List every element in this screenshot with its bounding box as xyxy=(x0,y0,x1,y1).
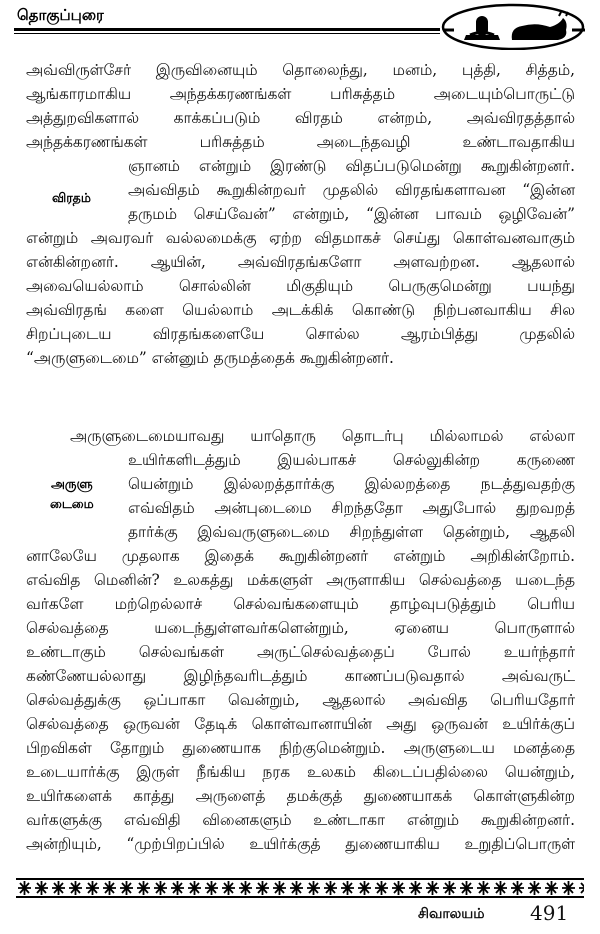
text-line: னாலேயே முதலாக இதைக் கூறுகின்றனர் என்றும் அறிகின்றோம். xyxy=(26,547,575,565)
text-line: என்றும் அவரவர் வல்லமைக்கு ஏற்ற விதமாகச் செய்து கொள்வனவாகும் xyxy=(26,229,575,247)
text-line: தருமம் செய்வேன்” என்றும், “இன்ன பாவம் ஒழிவேன்” xyxy=(128,205,575,223)
footer-brand: சிவாலயம் xyxy=(418,906,485,922)
text-line: அவ்விருள்சேர் இருவினையும் தொலைந்து, மனம், புத்தி, சித்தம், xyxy=(26,61,575,79)
text-line: ஆங்காரமாகிய அந்தக்கரணங்கள் பரிசுத்தம் அடையும்பொருட்டு xyxy=(26,85,575,103)
text-line: செல்வத்தை யடைந்துள்ளவர்களென்றும், ஏனைய பொருளால் xyxy=(26,619,575,637)
margin-label-line: டைமை xyxy=(50,496,94,511)
text-line: கண்ணேயல்லாது இழிந்தவரிடத்தும் காணப்படுவதால் அவ்வருட் xyxy=(26,667,575,685)
header-rule-thin xyxy=(14,33,440,34)
text-line: வர்களே மற்றெல்லாச் செல்வங்களையும் தாழ்வுபடுத்தும் பெரிய xyxy=(26,595,575,613)
text-line: என்கின்றனர். ஆயின், அவ்விரதங்களோ அளவற்றன. ஆதலால் xyxy=(26,253,575,271)
text-line: அன்றியும், “முற்பிறப்பில் உயிர்க்குத் துணையாகிய உறுதிப்பொருள் xyxy=(26,835,575,853)
text-line: உடையார்க்கு இருள் நீங்கிய நரக உலகம் கிடைப்பதில்லை யென்றும், xyxy=(26,763,575,781)
paragraph-aruludaimai xyxy=(26,424,575,856)
text-line: அவ்விதம் கூறுகின்றவர் முதலில் விரதங்களாவன “இன்ன xyxy=(128,181,575,199)
running-header-title: தொகுப்புரை xyxy=(17,6,104,24)
text-line: அந்தக்கரணங்கள் பரிசுத்தம் அடைந்தவழி உண்டாவதாகிய xyxy=(26,133,575,151)
text-line: உயிர்களைக் காத்து அருளைத் தமக்குத் துணையாகக் கொள்ளுகின்ற xyxy=(26,787,575,805)
text-line: எவ்வித மெனின்? உலகத்து மக்களுள் அருளாகிய செல்வத்தை யடைந்த xyxy=(26,571,575,589)
shiva-lingam-nandi-emblem-icon xyxy=(440,2,586,50)
page-number: 491 xyxy=(530,901,569,925)
text-line: உண்டாகும் செல்வங்கள் அருட்செல்வத்தைப் போல் உயர்ந்தார் xyxy=(26,643,575,661)
text-line: தார்க்கு இவ்வருளுடைமை சிறந்துள்ள தென்றும், ஆதலி xyxy=(128,523,575,541)
text-line: சிறப்புடைய விரதங்களையே சொல்ல ஆரம்பித்து முதலில் xyxy=(26,325,575,343)
decorative-star-border-icon xyxy=(16,878,584,898)
text-line: ஞானம் என்றும் இரண்டு விதப்படுமென்று கூறுகின்றனர். xyxy=(128,157,575,175)
margin-label-vratham: விரதம் xyxy=(52,190,91,205)
text-line: பிறவிகள் தோறும் துணையாக நிற்குமென்றும். அருளுடைய மனத்தை xyxy=(26,739,575,757)
text-line: செல்வத்தை ஒருவன் தேடிக் கொள்வானாயின் அது ஒருவன் உயிர்க்குப் xyxy=(26,715,575,733)
text-line: “அருளுடைமை” என்னும் தருமத்தைக் கூறுகின்றனர். xyxy=(26,349,394,367)
text-line: உயிர்களிடத்தும் இயல்பாகச் செல்லுகின்ற கருணை xyxy=(128,451,575,469)
text-line: வர்களுக்கு எவ்விதி வினைகளும் உண்டாகா என்றும் கூறுகின்றனர். xyxy=(26,811,575,829)
text-line: அத்துறவிகளால் காக்கப்படும் விரதம் என்றம், அவ்விரதத்தால் xyxy=(26,109,575,127)
text-line: அவையெல்லாம் சொல்லின் மிகுதியும் பெருகுமென்று பயந்து xyxy=(26,277,575,295)
header-rule xyxy=(14,28,440,31)
paragraph-vratham xyxy=(26,58,575,370)
text-line: எவ்விதம் அன்புடைமை சிறந்ததோ அதுபோல் துறவறத் xyxy=(128,499,575,517)
text-line: அருளுடைமையாவது யாதொரு தொடர்பு மில்லாமல் எல்லா xyxy=(70,427,575,445)
margin-label-line: அருளு xyxy=(51,476,93,491)
text-line: அவ்விரதங் களை யெல்லாம் அடக்கிக் கொண்டு நிற்பனவாகிய சில xyxy=(26,301,575,319)
text-line: செல்வத்துக்கு ஒப்பாகா வென்றும், ஆதலால் அவ்வித பெரியதோர் xyxy=(26,691,575,709)
text-line: யென்றும் இல்லறத்தார்க்கு இல்லறத்தை நடத்துவதற்கு xyxy=(128,475,575,493)
